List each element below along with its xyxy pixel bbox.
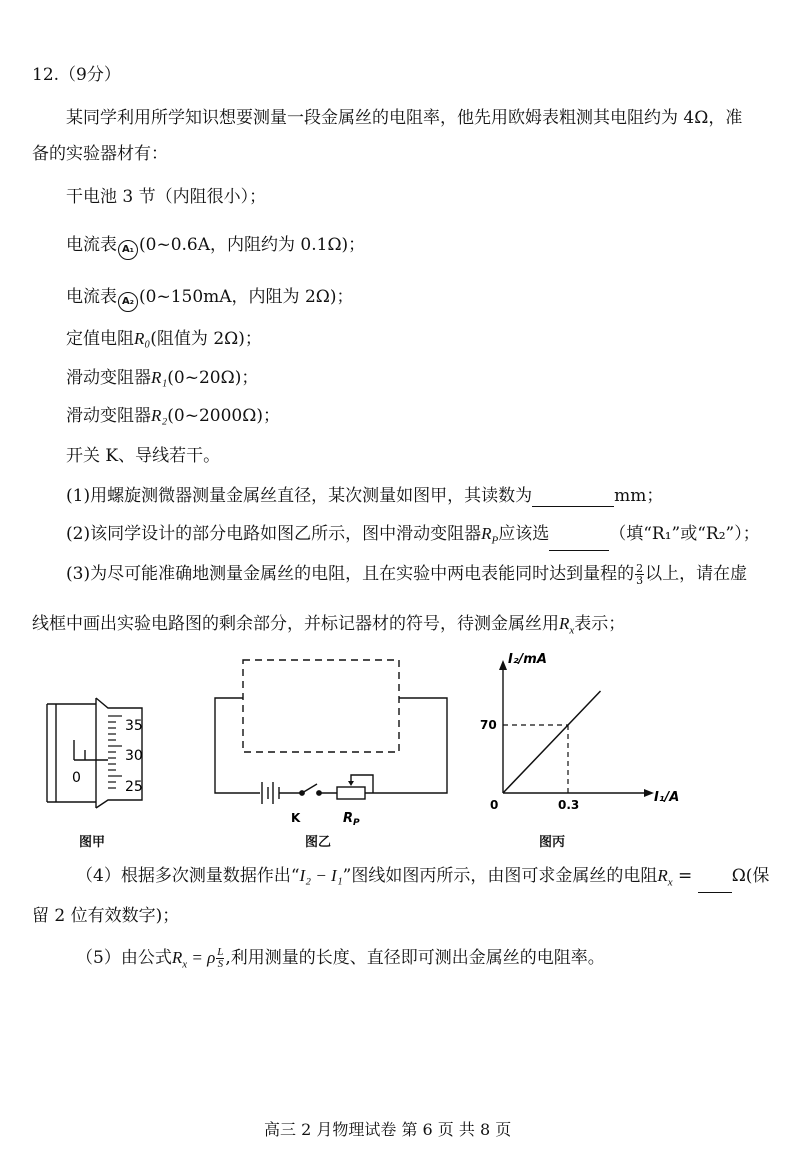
rx-subscript: x [182, 958, 188, 971]
thimble-label-35: 35 [125, 718, 143, 734]
rheostat-slider-wire [351, 775, 373, 793]
rp-symbol: R [481, 524, 492, 543]
equipment-label: 滑动变阻器 [66, 406, 151, 426]
equipment-spec: (0~20Ω)； [167, 368, 259, 388]
rx-subscript: x [569, 624, 575, 637]
answer-blank-1[interactable] [532, 488, 614, 507]
switch-label: K [291, 811, 301, 825]
graph-name: I₂ − I₁ [299, 866, 343, 885]
part1-unit: mm； [614, 486, 664, 506]
part1 [66, 485, 663, 507]
equipment-r0 [66, 328, 262, 350]
y-tick-label-70: 70 [480, 718, 497, 732]
x-tick-label-0-3: 0.3 [558, 798, 580, 812]
figure-jia-micrometer [30, 690, 160, 815]
equipment-spec: (阻值为 2Ω)； [150, 329, 262, 349]
rx-subscript: x [667, 876, 673, 889]
ammeter-a1-icon: A₁ [118, 240, 138, 260]
equipment-spec: (0~0.6A，内阻约为 0.1Ω)； [139, 235, 366, 255]
part4-text: （4）根据多次测量数据作出“ [76, 866, 300, 886]
page-footer: 高三 2 月物理试卷 第 6 页 共 8 页 [264, 1120, 512, 1139]
part2-hint: （填“R₁”或“R₂”）； [609, 524, 760, 544]
part5 [76, 947, 605, 975]
y-axis-arrow [499, 660, 507, 670]
equipment-ammeter-a1 [66, 234, 365, 260]
part3-text-end: 表示； [574, 614, 626, 634]
part3-text-end: 以上，请在虚 [645, 564, 748, 584]
wire-left [215, 698, 260, 793]
equipment-symbol: R₁ [151, 368, 168, 387]
rheostat-symbol: R [343, 811, 354, 826]
equals-sign: = [672, 866, 698, 886]
rx-symbol: R [171, 948, 183, 967]
figure-bing-caption: 图丙 [539, 835, 566, 850]
part2-text-middle: 应该选 [498, 524, 550, 544]
part3-text: 线框中画出实验电路图的剩余部分，并标记器材的符号，待测金属丝用 [32, 614, 559, 634]
rx-symbol: R [559, 614, 570, 633]
rheostat-subscript: P [353, 818, 360, 828]
answer-blank-4[interactable] [698, 874, 732, 893]
switch-blade [302, 784, 317, 793]
part4-text-end: Ω(保 [731, 866, 770, 886]
figure-yi-caption: 图乙 [305, 835, 332, 850]
equipment-label: 滑动变阻器 [66, 368, 151, 388]
thimble-label-30: 30 [125, 748, 143, 764]
rp-subscript: P [491, 534, 499, 547]
rx-symbol: R [657, 866, 668, 885]
equipment-label: 定值电阻 [66, 329, 134, 349]
origin-label: 0 [490, 798, 499, 812]
figure-bing-graph [470, 645, 700, 825]
ammeter-a2-icon: A₂ [118, 292, 138, 312]
intro-line-2: 备的实验器材有： [32, 144, 168, 164]
x-axis-arrow [644, 789, 654, 797]
equipment-ammeter-a2 [66, 286, 353, 312]
part2-text: (2)该同学设计的部分电路如图乙所示，图中滑动变阻器 [66, 524, 482, 544]
part3-line-1 [66, 563, 747, 586]
equipment-r2 [66, 405, 280, 427]
equipment-label: 电流表 [66, 235, 117, 255]
equipment-battery: 干电池 3 节（内阻很小）； [66, 187, 267, 207]
part1-text: (1)用螺旋测微器测量金属丝直径，某次测量如图甲，其读数为 [66, 486, 533, 506]
fraction-denominator: 3 [636, 574, 644, 587]
fraction-numerator: 2 [636, 562, 644, 575]
main-scale-zero-label: 0 [72, 770, 81, 786]
fraction-two-thirds [635, 563, 644, 586]
equipment-symbol: R₂ [151, 406, 168, 425]
rheostat-body [337, 787, 365, 799]
part5-text-end: ,利用测量的长度、直径即可测出金属丝的电阻率。 [225, 948, 605, 968]
y-axis-label: I₂/mA [508, 652, 547, 667]
figure-jia-caption: 图甲 [79, 835, 106, 850]
figure-yi-circuit [205, 650, 465, 830]
fraction-numerator: L [217, 946, 224, 958]
part4-line-1 [76, 865, 769, 893]
rheostat-slider-arrow [348, 781, 354, 786]
answer-blank-2[interactable] [549, 532, 609, 551]
rheostat-label [343, 811, 360, 828]
dashed-circuit-box [243, 660, 399, 752]
part4-text-middle: ”图线如图丙所示，由图可求金属丝的电阻 [342, 866, 658, 886]
equipment-r1 [66, 367, 258, 389]
wire-right [365, 698, 447, 793]
equals-rho: = ρ [187, 948, 216, 967]
part5-text: （5）由公式 [76, 948, 172, 968]
question-number: 12.（9分） [32, 65, 121, 85]
part3-text: (3)为尽可能准确地测量金属丝的电阻，且在实验中两电表能同时达到量程的 [66, 564, 635, 584]
x-axis-label: I₁/A [654, 790, 680, 805]
fraction-l-over-s [216, 947, 224, 970]
part4-line-2: 留 2 位有效数字)； [32, 906, 180, 926]
data-line-i2-i1 [503, 691, 601, 793]
thimble-label-25: 25 [125, 779, 143, 795]
equipment-spec: (0~150mA，内阻为 2Ω)； [139, 287, 354, 307]
equipment-symbol: R₀ [134, 329, 151, 348]
equipment-spec: (0~2000Ω)； [167, 406, 280, 426]
fraction-denominator: S [217, 958, 224, 970]
part2 [66, 523, 760, 551]
thimble-ticks [108, 716, 122, 788]
equipment-switch: 开关 K、导线若干。 [66, 446, 221, 466]
intro-line-1: 某同学利用所学知识想要测量一段金属丝的电阻率，他先用欧姆表粗测其电阻约为 4Ω，准 [66, 108, 743, 128]
part3-line-2 [32, 613, 625, 641]
equipment-label: 电流表 [66, 287, 117, 307]
